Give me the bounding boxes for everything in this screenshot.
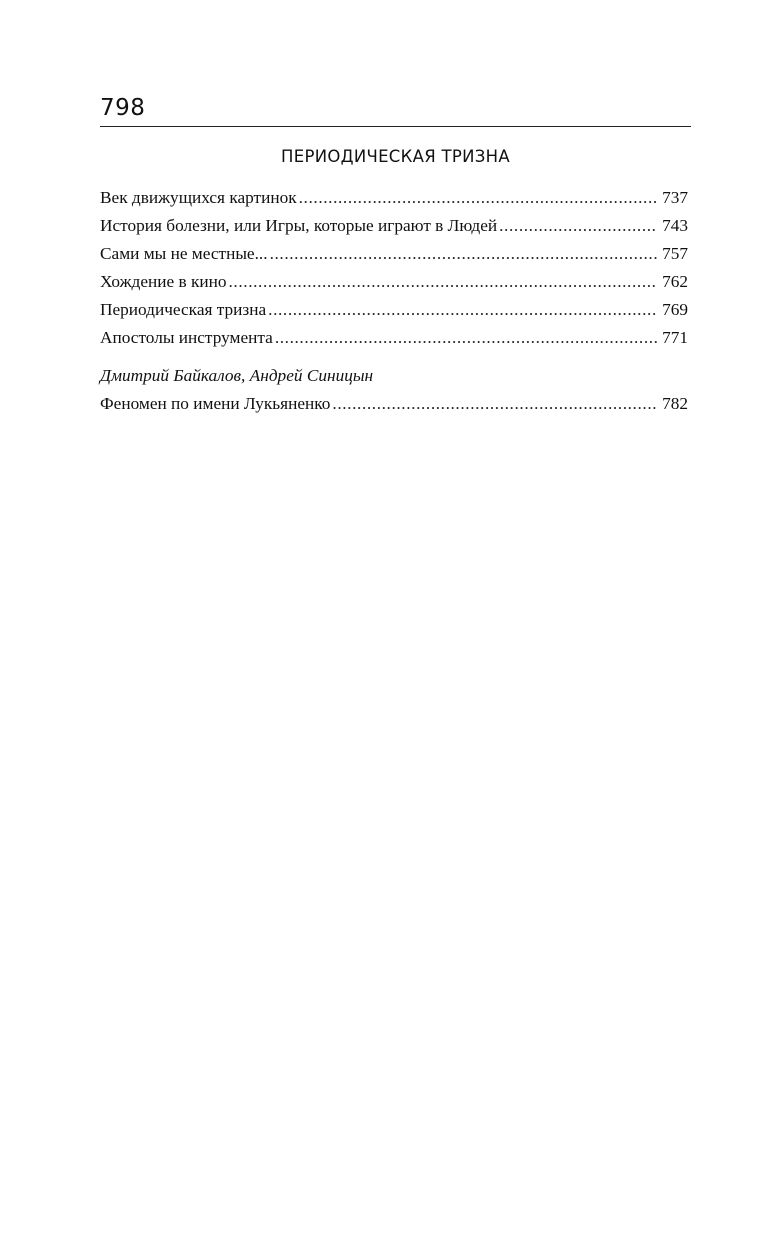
toc-entry-page: 743	[662, 216, 688, 235]
toc-leader	[299, 184, 657, 212]
toc-leader	[499, 212, 657, 240]
toc-entry-title: Феномен по имени Лукьяненко	[100, 394, 331, 413]
toc-leader	[229, 268, 658, 296]
toc-leader	[270, 240, 658, 268]
toc-entry-title: Век движущихся картинок	[100, 188, 297, 207]
toc-entry	[100, 268, 688, 296]
toc-entry-title: Периодическая тризна	[100, 300, 267, 319]
toc-entry-page: 757	[662, 244, 688, 263]
author-line: Дмитрий Байкалов, Андрей Синицын	[100, 366, 374, 385]
header-rule	[100, 126, 691, 127]
toc-leader	[332, 390, 657, 418]
toc-entry	[100, 390, 688, 418]
toc-entry	[100, 184, 688, 212]
toc-leader	[268, 296, 657, 324]
toc-entry-title: Апостолы инструмента	[100, 328, 273, 347]
toc-entry-page: 782	[662, 394, 688, 413]
toc-entry-page: 769	[662, 300, 688, 319]
page-number: 798	[100, 95, 146, 121]
toc-entry	[100, 324, 688, 352]
table-of-contents	[100, 184, 688, 418]
toc-entry-page: 762	[662, 272, 688, 291]
toc-entry-title: Хождение в кино	[100, 272, 227, 291]
toc-entry-page: 737	[662, 188, 688, 207]
toc-entry-title: Сами мы не местные...	[100, 244, 268, 263]
toc-entry-page: 771	[662, 328, 688, 347]
toc-entry	[100, 212, 688, 240]
toc-entry-title: История болезни, или Игры, которые играют в Людей	[100, 216, 498, 235]
toc-leader	[275, 324, 657, 352]
toc-entry	[100, 296, 688, 324]
section-title: ПЕРИОДИЧЕСКАЯ ТРИЗНА	[281, 147, 510, 166]
toc-entry	[100, 240, 688, 268]
